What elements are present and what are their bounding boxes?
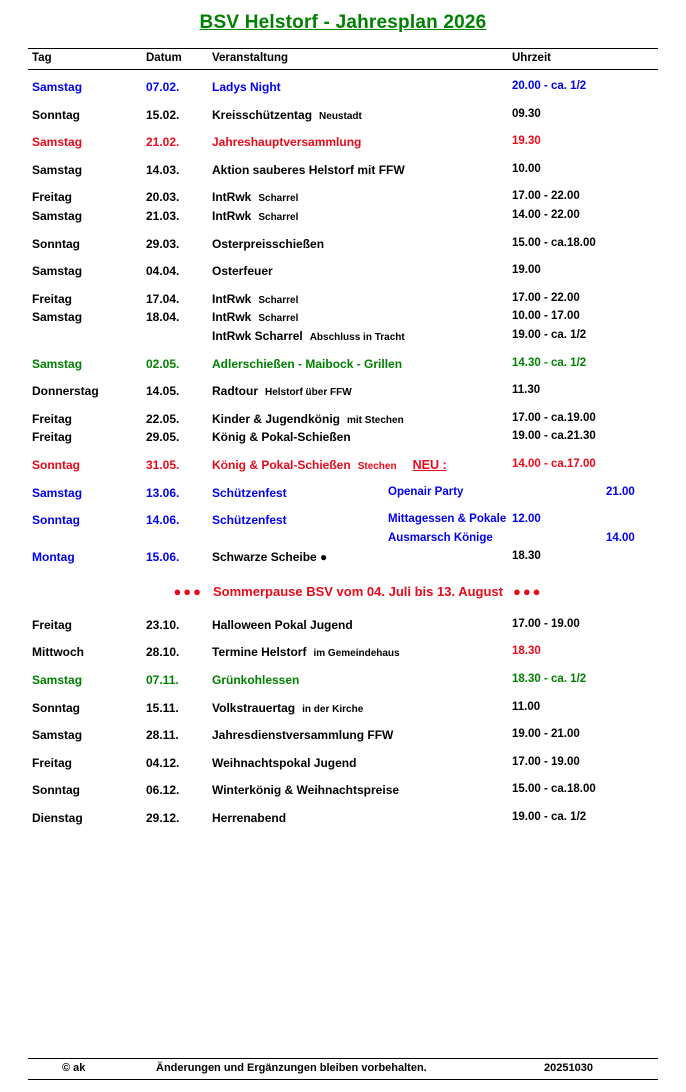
row-event-note: im Gemeindehaus	[313, 648, 400, 660]
row-spacer	[28, 719, 658, 728]
row-date: 07.11.	[146, 673, 179, 688]
row-day: Freitag	[32, 617, 73, 632]
table-row	[28, 264, 658, 283]
row-event-title: Schwarze Scheibe ●	[212, 550, 328, 565]
row-event	[212, 237, 324, 251]
table-row	[28, 190, 658, 209]
row-event	[212, 618, 353, 632]
row-spacer	[28, 504, 658, 513]
row-day: Freitag	[32, 190, 73, 205]
row-date: 17.04.	[146, 291, 180, 306]
table-row	[28, 811, 658, 830]
row-time: 19.00 - ca. 1/2	[512, 811, 587, 824]
row-new-badge: NEU :	[412, 457, 447, 472]
row-day: Freitag	[32, 291, 73, 306]
summer-break-notice	[28, 584, 658, 599]
row-time: 19.00 - ca.21.30	[512, 430, 596, 443]
table-row	[28, 237, 658, 256]
row-event-note: Helstorf über FFW	[265, 387, 352, 399]
row-time: 17.00 - 22.00	[512, 291, 580, 304]
row-time: 18.30 - ca. 1/2	[512, 673, 587, 686]
row-day: Sonntag	[32, 236, 80, 251]
row-spacer	[28, 802, 658, 811]
row-spacer	[28, 569, 658, 584]
row-event	[212, 728, 393, 742]
row-date: 29.05.	[146, 430, 180, 445]
row-event-title: Winterkönig & Weihnachtspreise	[212, 783, 400, 798]
row-time: 09.30	[512, 107, 541, 120]
row-date: 14.05.	[146, 384, 180, 399]
row-event-note: Stechen	[357, 460, 397, 472]
row-event-note: Scharrel	[258, 211, 299, 223]
row-spacer	[28, 126, 658, 135]
row-time: 17.00 - 19.00	[512, 617, 580, 630]
row-spacer	[28, 154, 658, 163]
row-event	[212, 811, 286, 825]
table-header	[28, 48, 658, 70]
row-time: 17.00 - 19.00	[512, 755, 580, 768]
row-event	[212, 108, 362, 122]
row-event	[212, 190, 298, 204]
row-date: 28.11.	[146, 728, 179, 743]
table-row	[28, 108, 658, 127]
row-event-note: mit Stechen	[347, 414, 404, 426]
footer-copyright: © ak	[62, 1062, 86, 1074]
row-date: 04.12.	[146, 755, 180, 770]
row-event	[212, 135, 361, 149]
row-date: 18.04.	[146, 310, 180, 325]
row-day: Montag	[32, 550, 75, 565]
row-date: 15.11.	[146, 700, 179, 715]
table-row	[28, 513, 658, 532]
row-event	[212, 645, 400, 659]
row-spacer	[28, 477, 658, 486]
row-day: Samstag	[32, 208, 83, 223]
row-event-note: Scharrel	[258, 193, 299, 205]
row-day: Samstag	[32, 673, 83, 688]
table-row	[28, 783, 658, 802]
table-row	[28, 645, 658, 664]
row-spacer	[28, 283, 658, 292]
row-day: Freitag	[32, 430, 73, 445]
row-event-title: Aktion sauberes Helstorf mit FFW	[212, 162, 405, 177]
row-event-note: in der Kirche	[302, 703, 364, 715]
row-spacer	[28, 181, 658, 190]
row-time: 17.00 - ca.19.00	[512, 411, 596, 424]
row-date: 23.10.	[146, 617, 180, 632]
row-event-note: Scharrel	[258, 294, 299, 306]
row-event-title: König & Pokal-Schießen	[212, 430, 351, 445]
row-extra-note: Openair Party	[388, 485, 464, 498]
row-time: 18.30	[512, 645, 541, 658]
table-row	[28, 701, 658, 720]
row-day: Samstag	[32, 356, 83, 371]
row-date: 21.03.	[146, 208, 180, 223]
table-row	[28, 357, 658, 376]
table-row	[28, 329, 658, 348]
row-spacer	[28, 99, 658, 108]
row-event-title: Jahreshauptversammlung	[212, 135, 362, 150]
row-day: Donnerstag	[32, 384, 99, 399]
row-day: Sonntag	[32, 107, 80, 122]
row-day: Samstag	[32, 80, 83, 94]
row-event	[212, 783, 399, 797]
row-time: 19.00 - 21.00	[512, 728, 580, 741]
row-event-title: Jahresdienstversammlung FFW	[212, 728, 394, 743]
table-row	[28, 135, 658, 154]
row-event-note: Neustadt	[319, 110, 362, 122]
row-spacer	[28, 348, 658, 357]
row-event-title: Volkstrauertag	[212, 700, 296, 715]
row-event	[212, 513, 287, 527]
row-day: Freitag	[32, 755, 73, 770]
table-row	[28, 532, 658, 551]
row-day: Samstag	[32, 162, 83, 177]
row-event	[212, 329, 405, 343]
event-table-first-half	[28, 80, 658, 584]
row-event	[212, 209, 298, 223]
table-row	[28, 756, 658, 775]
table-row	[28, 292, 658, 311]
row-event-title: IntRwk	[212, 310, 252, 325]
row-event-title: König & Pokal-Schießen	[212, 457, 351, 472]
row-spacer	[28, 830, 658, 839]
summer-break-text: Sommerpause BSV vom 04. Juli bis 13. August	[213, 583, 503, 599]
table-row	[28, 673, 658, 692]
row-event-title: Osterpreisschießen	[212, 236, 325, 251]
row-event	[212, 292, 298, 306]
row-time: 11.30	[512, 384, 541, 397]
row-event-title: Schützenfest	[212, 513, 287, 528]
row-date: 13.06.	[146, 485, 180, 500]
table-row	[28, 728, 658, 747]
row-date: 06.12.	[146, 783, 180, 798]
row-event-title: Radtour	[212, 384, 258, 399]
dots-left: ●●●	[173, 583, 204, 599]
row-extra-note: Ausmarsch Könige	[388, 531, 493, 544]
row-event	[212, 412, 404, 426]
row-spacer	[28, 692, 658, 701]
row-event	[212, 458, 447, 472]
row-extra-note: Mittagessen & Pokale	[388, 513, 507, 526]
row-spacer	[28, 636, 658, 645]
column-header-day: Tag	[32, 52, 52, 64]
row-event-title: Termine Helstorf	[212, 645, 307, 660]
row-event	[212, 756, 356, 770]
row-time: 11.00	[512, 700, 541, 713]
row-time: 20.00 - ca. 1/2	[512, 80, 587, 92]
footer-notice: Änderungen und Ergänzungen bleiben vorbehalten.	[156, 1062, 427, 1074]
row-event-note: Abschluss in Tracht	[309, 331, 405, 343]
row-event-title: Weihnachtspokal Jugend	[212, 755, 357, 770]
row-day: Samstag	[32, 728, 83, 743]
row-date: 07.02.	[146, 80, 180, 94]
table-row	[28, 412, 658, 431]
row-day: Sonntag	[32, 700, 80, 715]
row-day: Samstag	[32, 135, 83, 150]
jahresplan-document	[0, 12, 686, 1092]
row-date: 29.03.	[146, 236, 180, 251]
row-time: 14.30 - ca. 1/2	[512, 356, 587, 369]
row-event-title: Grünkohlessen	[212, 673, 300, 688]
row-event	[212, 264, 273, 278]
row-event	[212, 310, 298, 324]
table-row	[28, 550, 658, 569]
row-event	[212, 384, 352, 398]
row-event-title: Adlerschießen - Maibock - Grillen	[212, 356, 403, 371]
row-date: 14.06.	[146, 513, 180, 528]
row-date: 15.02.	[146, 107, 180, 122]
row-day: Freitag	[32, 411, 73, 426]
row-day: Samstag	[32, 310, 83, 325]
row-time: 19.00	[512, 264, 541, 277]
row-day: Samstag	[32, 485, 83, 500]
table-row	[28, 209, 658, 228]
row-spacer	[28, 403, 658, 412]
row-event-title: Herrenabend	[212, 811, 287, 826]
row-event	[212, 430, 351, 444]
row-time-secondary: 14.00	[606, 531, 635, 544]
row-event-title: Ladys Night	[212, 80, 281, 94]
table-row	[28, 80, 658, 99]
table-row	[28, 163, 658, 182]
row-day: Sonntag	[32, 457, 80, 472]
row-spacer	[28, 375, 658, 384]
row-date: 31.05.	[146, 457, 180, 472]
row-date: 21.02.	[146, 135, 180, 150]
row-spacer	[28, 664, 658, 673]
row-spacer	[28, 747, 658, 756]
row-day: Dienstag	[32, 811, 83, 826]
row-date: 02.05.	[146, 356, 180, 371]
row-time: 14.00 - ca.17.00	[512, 457, 596, 470]
row-event-title: Halloween Pokal Jugend	[212, 617, 353, 632]
dots-right: ●●●	[512, 583, 543, 599]
table-row	[28, 486, 658, 505]
row-time: 10.00 - 17.00	[512, 310, 580, 323]
row-date: 04.04.	[146, 264, 180, 279]
row-event-title: IntRwk	[212, 190, 252, 205]
row-spacer	[28, 228, 658, 237]
column-header-event: Veranstaltung	[212, 52, 289, 64]
row-date: 28.10.	[146, 645, 180, 660]
row-time: 18.30	[512, 550, 541, 563]
row-event	[212, 550, 327, 564]
row-event-note: Scharrel	[258, 313, 299, 325]
footer	[28, 1058, 658, 1080]
row-event	[212, 701, 363, 715]
row-date: 22.05.	[146, 411, 180, 426]
row-event	[212, 80, 281, 94]
row-time: 12.00	[512, 513, 541, 526]
row-event	[212, 486, 287, 500]
row-time: 14.00 - 22.00	[512, 208, 580, 221]
row-time: 15.00 - ca.18.00	[512, 236, 596, 249]
row-time: 10.00	[512, 162, 541, 175]
row-spacer	[28, 255, 658, 264]
row-time: 19.30	[512, 135, 541, 148]
table-row	[28, 458, 658, 477]
column-header-time: Uhrzeit	[512, 52, 551, 64]
footer-doc-id: 20251030	[544, 1062, 593, 1074]
table-row	[28, 618, 658, 637]
row-day: Sonntag	[32, 783, 80, 798]
row-event-title: Osterfeuer	[212, 264, 273, 279]
row-date: 14.03.	[146, 162, 180, 177]
column-header-date: Datum	[146, 52, 182, 64]
row-day: Sonntag	[32, 513, 80, 528]
row-event-title: Kinder & Jugendkönig	[212, 411, 341, 426]
row-event-title: Kreisschützentag	[212, 107, 313, 122]
row-day: Samstag	[32, 264, 83, 279]
row-day: Mittwoch	[32, 645, 84, 660]
event-table-second-half	[28, 618, 658, 839]
row-time: 17.00 - 22.00	[512, 190, 580, 203]
row-event	[212, 673, 299, 687]
row-event-title: IntRwk	[212, 291, 252, 306]
table-row	[28, 310, 658, 329]
page-title: BSV Helstorf - Jahresplan 2026	[199, 12, 487, 33]
row-event-title: IntRwk	[212, 208, 252, 223]
row-event-title: IntRwk Scharrel	[212, 328, 303, 343]
row-event	[212, 163, 405, 177]
table-row	[28, 384, 658, 403]
row-event-title: Schützenfest	[212, 485, 287, 500]
row-spacer	[28, 774, 658, 783]
row-time-secondary: 21.00	[606, 485, 635, 498]
row-date: 20.03.	[146, 190, 180, 205]
row-time: 15.00 - ca.18.00	[512, 783, 596, 796]
table-row	[28, 430, 658, 449]
row-event	[212, 357, 402, 371]
row-date: 15.06.	[146, 550, 180, 565]
row-spacer	[28, 449, 658, 458]
row-time: 19.00 - ca. 1/2	[512, 328, 587, 341]
row-date: 29.12.	[146, 811, 180, 826]
